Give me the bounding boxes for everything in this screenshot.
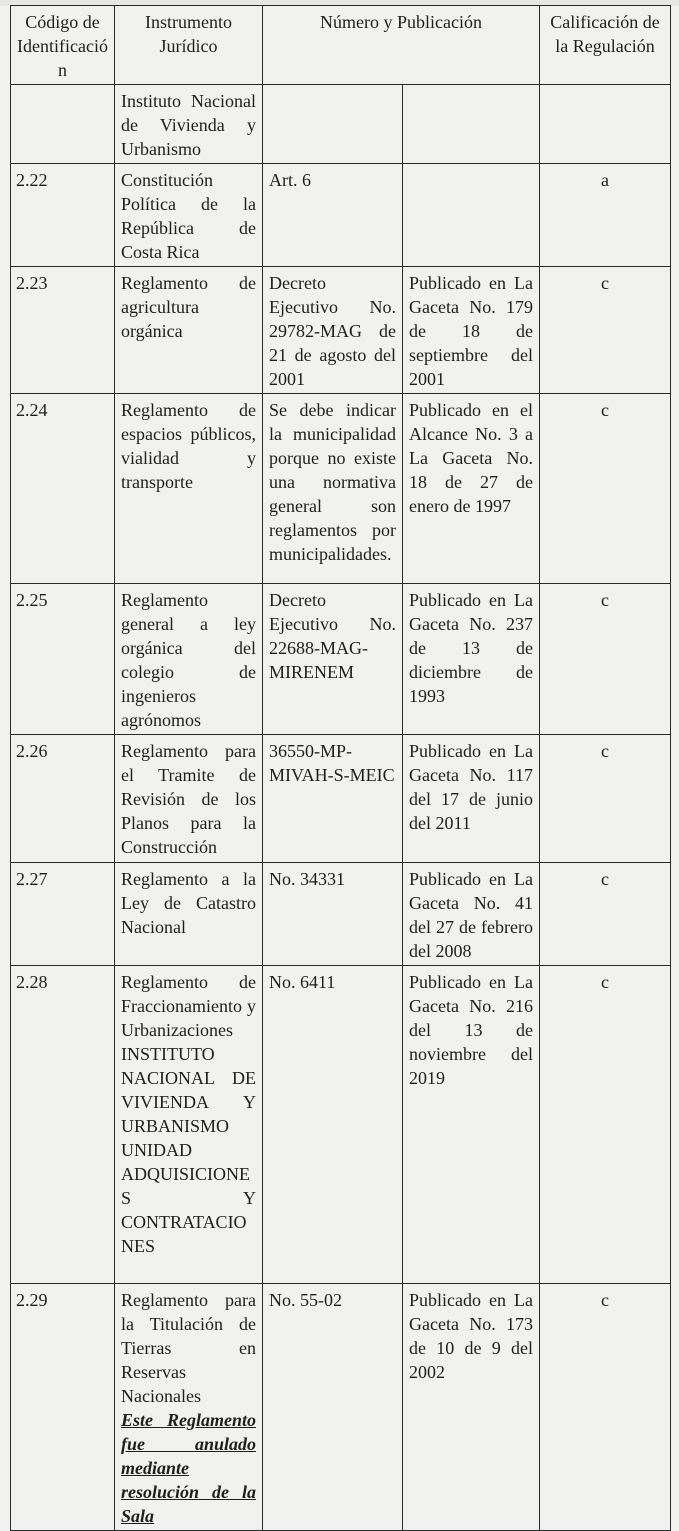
cell-number: No. 55-02 xyxy=(263,1284,403,1531)
cell-instrument: Reglamento de Fraccionamiento y Urbanizaciones INSTITUTO NACIONAL DE VIVIENDA Y URBANISMO UNIDAD ADQUISICIONES Y CONTRATACIONES xyxy=(115,966,263,1284)
cell-qualification: c xyxy=(540,735,671,863)
table-row xyxy=(11,394,671,584)
cell-instrument: Instituto Nacional de Vivienda y Urbanismo xyxy=(115,85,263,164)
cell-instrument xyxy=(115,1284,263,1531)
cell-publication xyxy=(403,164,540,267)
table-row xyxy=(11,1284,671,1531)
instrument-title: Reglamento para la Titulación de Tierras en Reservas Nacionales xyxy=(121,1290,256,1406)
cell-code: 2.26 xyxy=(11,735,115,863)
annulment-note: Este Reglamento fue anulado mediante resolución de la Sala xyxy=(121,1410,256,1526)
cell-code: 2.23 xyxy=(11,267,115,394)
cell-number: 36550-MP-MIVAH-S-MEIC xyxy=(263,735,403,863)
cell-qualification: c xyxy=(540,267,671,394)
cell-publication: Publicado en La Gaceta No. 41 del 27 de febrero del 2008 xyxy=(403,863,540,966)
cell-publication: Publicado en La Gaceta No. 117 del 17 de junio del 2011 xyxy=(403,735,540,863)
cell-publication: Publicado en La Gaceta No. 173 de 10 de 9 del 2002 xyxy=(403,1284,540,1531)
cell-publication: Publicado en La Gaceta No. 237 de 13 de diciembre de 1993 xyxy=(403,584,540,735)
table-row xyxy=(11,85,671,164)
cell-qualification: a xyxy=(540,164,671,267)
cell-code: 2.29 xyxy=(11,1284,115,1531)
cell-publication: Publicado en La Gaceta No. 216 del 13 de noviembre del 2019 xyxy=(403,966,540,1284)
cell-code: 2.24 xyxy=(11,394,115,584)
cell-qualification: c xyxy=(540,966,671,1284)
cell-number: No. 34331 xyxy=(263,863,403,966)
cell-code: 2.25 xyxy=(11,584,115,735)
cell-publication: Publicado en el Alcance No. 3 a La Gaceta No. 18 de 27 de enero de 1997 xyxy=(403,394,540,584)
cell-qualification: c xyxy=(540,1284,671,1531)
cell-instrument: Reglamento para el Tramite de Revisión de los Planos para la Construcción xyxy=(115,735,263,863)
cell-number: Se debe indicar la municipalidad porque no existe una normativa general son reglamentos por municipalidades. xyxy=(263,394,403,584)
cell-number: No. 6411 xyxy=(263,966,403,1284)
table-row xyxy=(11,267,671,394)
table-row xyxy=(11,863,671,966)
cell-instrument: Constitución Política de la República de Costa Rica xyxy=(115,164,263,267)
header-qualification: Calificación de la Regulación xyxy=(540,6,671,85)
cell-qualification xyxy=(540,85,671,164)
cell-code: 2.22 xyxy=(11,164,115,267)
header-code: Código de Identificación xyxy=(11,6,115,85)
regulations-table xyxy=(10,5,671,1531)
cell-number: Art. 6 xyxy=(263,164,403,267)
table-row xyxy=(11,735,671,863)
cell-publication: Publicado en La Gaceta No. 179 de 18 de septiembre del 2001 xyxy=(403,267,540,394)
cell-instrument: Reglamento de agricultura orgánica xyxy=(115,267,263,394)
table-row xyxy=(11,966,671,1284)
cell-instrument: Reglamento de espacios públicos, vialidad y transporte xyxy=(115,394,263,584)
cell-instrument: Reglamento general a ley orgánica del colegio de ingenieros agrónomos xyxy=(115,584,263,735)
table-row xyxy=(11,584,671,735)
cell-code: 2.27 xyxy=(11,863,115,966)
cell-qualification: c xyxy=(540,394,671,584)
cell-qualification: c xyxy=(540,863,671,966)
header-instrument: Instrumento Jurídico xyxy=(115,6,263,85)
cell-number: Decreto Ejecutivo No. 29782-MAG de 21 de agosto del 2001 xyxy=(263,267,403,394)
header-number-publication: Número y Publicación xyxy=(263,6,540,85)
cell-code xyxy=(11,85,115,164)
cell-instrument: Reglamento a la Ley de Catastro Nacional xyxy=(115,863,263,966)
cell-code: 2.28 xyxy=(11,966,115,1284)
cell-qualification: c xyxy=(540,584,671,735)
cell-number: Decreto Ejecutivo No. 22688-MAG-MIRENEM xyxy=(263,584,403,735)
table-header-row xyxy=(11,6,671,85)
table-row xyxy=(11,164,671,267)
cell-number xyxy=(263,85,403,164)
cell-publication xyxy=(403,85,540,164)
